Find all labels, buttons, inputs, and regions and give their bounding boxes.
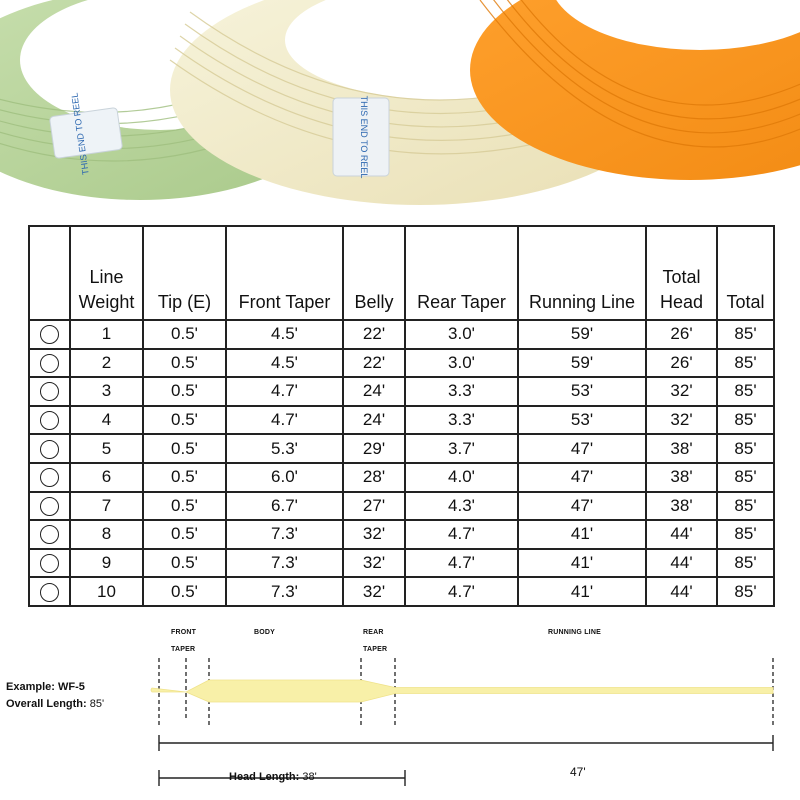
total-head-cell: 26' [646,320,717,349]
total-head-cell: 38' [646,492,717,521]
total-cell: 85' [717,549,774,578]
row-select-cell [29,377,70,406]
total-head-cell: 44' [646,520,717,549]
running-line-header: Running Line [518,226,646,320]
tip-cell: 0.5' [143,520,226,549]
table-row [29,377,774,406]
rear-taper-label: REAR TAPER [363,629,388,653]
running-line-label: RUNNING LINE [548,629,601,636]
row-select-cell [29,349,70,378]
table-row [29,463,774,492]
total-head-header [646,226,717,320]
header-total: Total [662,267,701,287]
tip-cell: 0.5' [143,320,226,349]
running-line-cell: 41' [518,549,646,578]
overall-length-value: 85' [89,698,105,710]
front-taper-cell: 4.7' [226,377,343,406]
running-line-cell: 41' [518,577,646,606]
total-head-cell: 38' [646,434,717,463]
row-radio-button[interactable] [40,583,59,602]
row-radio-button[interactable] [40,554,59,573]
weight-cell: 9 [70,549,143,578]
weight-cell: 2 [70,349,143,378]
line-spec-table [28,225,775,607]
running-line-cell: 59' [518,349,646,378]
header-head: Head [659,292,704,312]
total-head-cell: 44' [646,577,717,606]
table-row [29,434,774,463]
rear-taper-cell: 3.3' [405,406,518,435]
select-column-header [29,226,70,320]
head-length-caption [229,771,317,783]
total-head-cell: 32' [646,406,717,435]
belly-cell: 32' [343,549,405,578]
rear-taper-cell: 4.3' [405,492,518,521]
header-line: Line [89,267,124,287]
tip-cell: 0.5' [143,463,226,492]
table-row [29,349,774,378]
example-label: Example: [6,681,55,693]
front-taper-header: Front Taper [226,226,343,320]
front-taper-cell: 7.3' [226,549,343,578]
running-line-cell: 53' [518,406,646,435]
weight-cell: 5 [70,434,143,463]
front-taper-cell: 4.7' [226,406,343,435]
table-row [29,320,774,349]
rear-taper-cell: 4.7' [405,577,518,606]
total-head-cell: 38' [646,463,717,492]
front-taper-cell: 6.7' [226,492,343,521]
taper-diagram [0,620,800,800]
rear-taper-cell: 3.0' [405,349,518,378]
total-cell: 85' [717,320,774,349]
belly-cell: 24' [343,377,405,406]
spool-tag-cream [333,96,389,179]
total-head-cell: 26' [646,349,717,378]
total-cell: 85' [717,520,774,549]
running-length-value: 47' [570,765,586,779]
front-taper-label: FRONT TAPER [171,629,197,653]
front-taper-cell: 7.3' [226,520,343,549]
belly-cell: 28' [343,463,405,492]
total-header: Total [717,226,774,320]
example-caption [6,681,85,693]
row-select-cell [29,577,70,606]
table-row [29,520,774,549]
product-photo-banner [0,0,800,212]
row-select-cell [29,492,70,521]
front-taper-cell: 4.5' [226,349,343,378]
total-head-cell: 44' [646,549,717,578]
row-select-cell [29,434,70,463]
total-cell: 85' [717,349,774,378]
running-line-cell: 47' [518,434,646,463]
weight-cell: 4 [70,406,143,435]
front-taper-cell: 7.3' [226,577,343,606]
row-select-cell [29,520,70,549]
table-row [29,406,774,435]
tip-cell: 0.5' [143,577,226,606]
tip-cell: 0.5' [143,406,226,435]
weight-cell: 1 [70,320,143,349]
table-header-row [29,226,774,320]
tip-cell: 0.5' [143,349,226,378]
row-select-cell [29,549,70,578]
fly-line-spools-photo [0,0,800,212]
running-line-cell: 47' [518,463,646,492]
table-body [29,320,774,606]
belly-cell: 27' [343,492,405,521]
weight-cell: 10 [70,577,143,606]
total-cell: 85' [717,463,774,492]
running-line-cell: 41' [518,520,646,549]
header-weight: Weight [78,292,135,312]
overall-length-dimension [159,735,773,751]
belly-cell: 22' [343,320,405,349]
rear-taper-cell: 4.7' [405,549,518,578]
head-length-value: 38' [302,771,317,783]
overall-length-label: Overall Length: [6,698,87,710]
head-length-label: Head Length: [229,771,300,783]
overall-length-caption [6,698,104,710]
fly-line-profile [151,680,773,702]
front-taper-cell: 5.3' [226,434,343,463]
table-row [29,549,774,578]
weight-cell: 3 [70,377,143,406]
running-line-cell: 59' [518,320,646,349]
line-weight-header [70,226,143,320]
running-line-cell: 53' [518,377,646,406]
front-taper-cell: 4.5' [226,320,343,349]
row-radio-button[interactable] [40,525,59,544]
rear-taper-cell: 3.7' [405,434,518,463]
front-taper-cell: 6.0' [226,463,343,492]
rear-taper-cell: 3.0' [405,320,518,349]
svg-text:THIS END TO REEL: THIS END TO REEL [359,95,369,179]
belly-header: Belly [343,226,405,320]
total-cell: 85' [717,492,774,521]
rear-taper-cell: 4.7' [405,520,518,549]
row-radio-button[interactable] [40,382,59,401]
body-label: BODY [254,629,276,636]
row-radio-button[interactable] [40,440,59,459]
total-cell: 85' [717,577,774,606]
row-radio-button[interactable] [40,325,59,344]
row-select-cell [29,463,70,492]
rear-taper-header: Rear Taper [405,226,518,320]
weight-cell: 8 [70,520,143,549]
table-row [29,492,774,521]
row-radio-button[interactable] [40,468,59,487]
total-cell: 85' [717,377,774,406]
belly-cell: 24' [343,406,405,435]
tip-cell: 0.5' [143,377,226,406]
total-cell: 85' [717,434,774,463]
tip-cell: 0.5' [143,434,226,463]
row-select-cell [29,320,70,349]
taper-diagram-graphic [0,620,800,800]
row-select-cell [29,406,70,435]
belly-cell: 32' [343,520,405,549]
belly-cell: 32' [343,577,405,606]
total-head-cell: 32' [646,377,717,406]
weight-cell: 7 [70,492,143,521]
tip-cell: 0.5' [143,492,226,521]
tip-header: Tip (E) [143,226,226,320]
weight-cell: 6 [70,463,143,492]
row-radio-button[interactable] [40,497,59,516]
total-cell: 85' [717,406,774,435]
rear-taper-cell: 3.3' [405,377,518,406]
belly-cell: 22' [343,349,405,378]
rear-taper-cell: 4.0' [405,463,518,492]
row-radio-button[interactable] [40,354,59,373]
example-value: WF-5 [57,681,85,693]
belly-cell: 29' [343,434,405,463]
row-radio-button[interactable] [40,411,59,430]
tip-cell: 0.5' [143,549,226,578]
running-line-cell: 47' [518,492,646,521]
table-row [29,577,774,606]
svg-text:THIS END TO REEL: THIS END TO REEL [69,92,91,176]
